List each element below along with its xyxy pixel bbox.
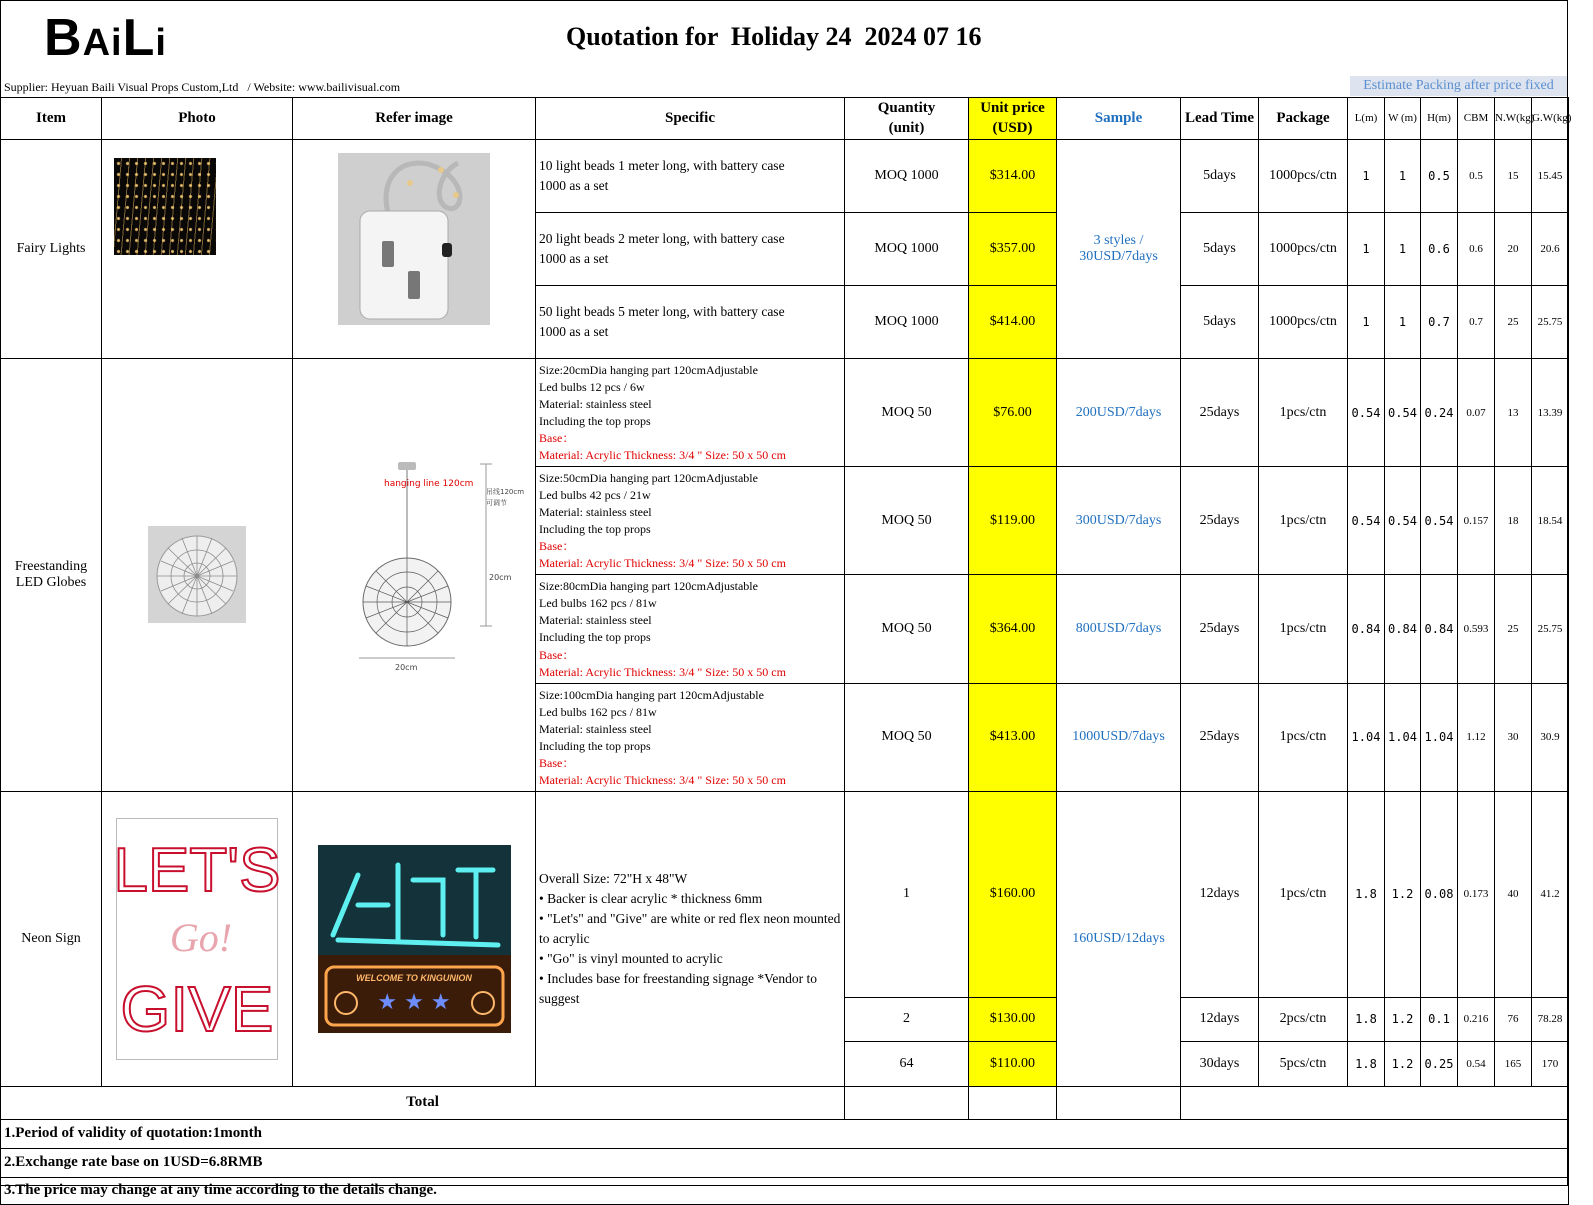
cbm-cell: 0.157	[1458, 467, 1495, 575]
net-weight-cell: 20	[1495, 213, 1532, 286]
unit-price-cell: $76.00	[969, 359, 1057, 467]
lead-time-cell: 25days	[1181, 683, 1259, 791]
col-length: L(m)	[1348, 98, 1385, 140]
refer-cell	[293, 791, 536, 1086]
package-cell: 1000pcs/ctn	[1259, 213, 1348, 286]
note-row	[1, 1148, 1569, 1177]
note-row	[1, 1119, 1569, 1148]
neon-reference-illustration	[318, 845, 511, 1033]
col-quantity: Quantity (unit)	[845, 98, 969, 140]
total-rest-cell	[1181, 1086, 1569, 1119]
length-cell: 1.8	[1348, 1041, 1385, 1086]
length-cell: 1	[1348, 213, 1385, 286]
col-cbm: CBM	[1458, 98, 1495, 140]
cbm-cell: 0.216	[1458, 997, 1495, 1041]
give-text: GIVE	[120, 972, 274, 1045]
package-cell: 2pcs/ctn	[1259, 997, 1348, 1041]
height-cell: 0.24	[1421, 359, 1458, 467]
lets-text: LET'S	[113, 835, 281, 905]
go-text: Go!	[169, 914, 233, 960]
length-cell: 1	[1348, 140, 1385, 213]
gross-weight-cell: 18.54	[1532, 467, 1569, 575]
quantity-cell: MOQ 50	[845, 575, 969, 683]
height-cell: 0.7	[1421, 286, 1458, 359]
length-cell: 1.8	[1348, 997, 1385, 1041]
lead-time-cell: 12days	[1181, 791, 1259, 997]
unit-price-cell: $364.00	[969, 575, 1057, 683]
width-cell: 0.54	[1385, 467, 1421, 575]
gross-weight-cell: 20.6	[1532, 213, 1569, 286]
width-cell: 1	[1385, 140, 1421, 213]
page-title: Quotation for Holiday 24 2024 07 16	[566, 22, 982, 51]
unit-price-cell: $357.00	[969, 213, 1057, 286]
hanging-line-label: hanging line 120cm	[384, 479, 474, 490]
net-weight-cell: 25	[1495, 286, 1532, 359]
col-net-weight: N.W(kg)	[1495, 98, 1532, 140]
item-led-globes: Freestanding LED Globes	[1, 359, 102, 792]
height-cell: 0.08	[1421, 791, 1458, 997]
package-cell: 1000pcs/ctn	[1259, 140, 1348, 213]
height-cell: 0.84	[1421, 575, 1458, 683]
package-cell: 1pcs/ctn	[1259, 791, 1348, 997]
col-package: Package	[1259, 98, 1348, 140]
globe-dimension-diagram	[314, 462, 525, 682]
width-label: 20cm	[395, 663, 418, 673]
note-exchange-rate: 2.Exchange rate base on 1USD=6.8RMB	[1, 1148, 1569, 1177]
total-sample-cell	[1057, 1086, 1181, 1119]
spec-cell: Size:20cmDia hanging part 120cmAdjustable Led bulbs 12 pcs / 6w Material: stainless steel Including the top props Base： Material: Acrylic Thickness: 3/4 " Size: 50 x 50 cm	[536, 359, 845, 467]
spec-cell: 10 light beads 1 meter long, with battery case 1000 as a set	[536, 140, 845, 213]
height-cell: 0.25	[1421, 1041, 1458, 1086]
cbm-cell: 0.7	[1458, 286, 1495, 359]
neon-sign-photo	[113, 818, 281, 1060]
sample-cell: 800USD/7days	[1057, 575, 1181, 683]
height-label: 20cm	[489, 573, 512, 583]
unit-price-cell: $160.00	[969, 791, 1057, 997]
lets-go-give-artwork	[113, 819, 281, 1059]
unit-price-cell: $119.00	[969, 467, 1057, 575]
estimate-note: Estimate Packing after price fixed	[1350, 76, 1567, 96]
height-cell: 0.54	[1421, 467, 1458, 575]
gross-weight-cell: 15.45	[1532, 140, 1569, 213]
net-weight-cell: 30	[1495, 683, 1532, 791]
item-fairy-lights: Fairy Lights	[1, 140, 102, 359]
unit-price-cell: $314.00	[969, 140, 1057, 213]
lead-time-cell: 5days	[1181, 286, 1259, 359]
gross-weight-cell: 13.39	[1532, 359, 1569, 467]
lead-time-cell: 5days	[1181, 140, 1259, 213]
spec-cell: Size:50cmDia hanging part 120cmAdjustable Led bulbs 42 pcs / 21w Material: stainless steel Including the top props Base： Material: Acrylic Thickness: 3/4 " Size: 50 x 50 cm	[536, 467, 845, 575]
total-label: Total	[1, 1086, 845, 1119]
gross-weight-cell: 41.2	[1532, 791, 1569, 997]
width-cell: 0.84	[1385, 575, 1421, 683]
height-cell: 0.1	[1421, 997, 1458, 1041]
sample-cell: 300USD/7days	[1057, 467, 1181, 575]
total-row	[1, 1086, 1569, 1119]
globe-illustration	[148, 526, 246, 623]
width-cell: 1	[1385, 286, 1421, 359]
col-lead-time: Lead Time	[1181, 98, 1259, 140]
lead-time-cell: 25days	[1181, 359, 1259, 467]
length-cell: 1.04	[1348, 683, 1385, 791]
package-cell: 1pcs/ctn	[1259, 683, 1348, 791]
col-height: H(m)	[1421, 98, 1458, 140]
cbm-cell: 1.12	[1458, 683, 1495, 791]
neon-reference-image	[318, 845, 511, 1033]
col-photo: Photo	[102, 98, 293, 140]
gross-weight-cell: 25.75	[1532, 286, 1569, 359]
note-price-change: 3.The price may change at any time according to the details change.	[1, 1177, 1569, 1204]
cbm-cell: 0.6	[1458, 213, 1495, 286]
length-cell: 0.84	[1348, 575, 1385, 683]
lead-time-cell: 5days	[1181, 213, 1259, 286]
width-cell: 1	[1385, 213, 1421, 286]
height-cell: 0.5	[1421, 140, 1458, 213]
baili-logo: BAiLi	[44, 9, 167, 67]
quantity-cell: 1	[845, 791, 969, 997]
note-validity: 1.Period of validity of quotation:1month	[1, 1119, 1569, 1148]
cn-label-2: 可调节	[486, 499, 507, 508]
gross-weight-cell: 170	[1532, 1041, 1569, 1086]
height-cell: 0.6	[1421, 213, 1458, 286]
cn-label-1: 吊线120cm	[486, 488, 525, 497]
col-item: Item	[1, 98, 102, 140]
header-row	[1, 98, 1569, 140]
sample-cell: 160USD/12days	[1057, 791, 1181, 1086]
total-quantity-cell	[845, 1086, 969, 1119]
net-weight-cell: 40	[1495, 791, 1532, 997]
lead-time-cell: 12days	[1181, 997, 1259, 1041]
battery-case-image	[338, 153, 490, 325]
quantity-cell: MOQ 50	[845, 359, 969, 467]
welcome-text: WELCOME TO KINGUNION	[355, 972, 472, 983]
width-cell: 1.2	[1385, 1041, 1421, 1086]
quotation-table	[0, 97, 1572, 1205]
unit-price-cell: $130.00	[969, 997, 1057, 1041]
width-cell: 0.54	[1385, 359, 1421, 467]
cbm-cell: 0.5	[1458, 140, 1495, 213]
net-weight-cell: 165	[1495, 1041, 1532, 1086]
quantity-cell: MOQ 1000	[845, 140, 969, 213]
note-row	[1, 1177, 1569, 1204]
cbm-cell: 0.173	[1458, 791, 1495, 997]
quantity-cell: 64	[845, 1041, 969, 1086]
lead-time-cell: 30days	[1181, 1041, 1259, 1086]
package-cell: 1pcs/ctn	[1259, 575, 1348, 683]
gross-weight-cell: 30.9	[1532, 683, 1569, 791]
spec-cell: 50 light beads 5 meter long, with battery case 1000 as a set	[536, 286, 845, 359]
photo-cell	[102, 791, 293, 1086]
package-cell: 1pcs/ctn	[1259, 359, 1348, 467]
col-gross-weight: G.W(kg)	[1532, 98, 1569, 140]
height-cell: 1.04	[1421, 683, 1458, 791]
spec-cell: Size:100cmDia hanging part 120cmAdjustable Led bulbs 162 pcs / 81w Material: stainless steel Including the top props Base： Material: Acrylic Thickness: 3/4 " Size: 50 x 50 cm	[536, 683, 845, 791]
package-cell: 1000pcs/ctn	[1259, 286, 1348, 359]
quantity-cell: MOQ 50	[845, 683, 969, 791]
table-row	[1, 359, 1569, 467]
gross-weight-cell: 25.75	[1532, 575, 1569, 683]
spec-cell: Overall Size: 72"H x 48"W • Backer is clear acrylic * thickness 6mm • "Let's" and "Give" are white or red flex neon mounted to acrylic • "Go" is vinyl mounted to acrylic • Includes base for freestanding signage *Vendor to suggest	[536, 791, 845, 1086]
package-cell: 1pcs/ctn	[1259, 467, 1348, 575]
length-cell: 1.8	[1348, 791, 1385, 997]
unit-price-cell: $413.00	[969, 683, 1057, 791]
refer-cell	[293, 140, 536, 359]
total-price-cell	[969, 1086, 1057, 1119]
package-cell: 5pcs/ctn	[1259, 1041, 1348, 1086]
photo-cell	[102, 140, 293, 359]
net-weight-cell: 25	[1495, 575, 1532, 683]
quantity-cell: 2	[845, 997, 969, 1041]
table-row	[1, 791, 1569, 997]
spec-cell: 20 light beads 2 meter long, with battery case 1000 as a set	[536, 213, 845, 286]
supplier-info: Supplier: Heyuan Baili Visual Props Custom,Ltd / Website: www.bailivisual.com	[4, 80, 401, 94]
unit-price-cell: $110.00	[969, 1041, 1057, 1086]
item-neon-sign: Neon Sign	[1, 791, 102, 1086]
net-weight-cell: 15	[1495, 140, 1532, 213]
length-cell: 1	[1348, 286, 1385, 359]
gross-weight-cell: 78.28	[1532, 997, 1569, 1041]
net-weight-cell: 76	[1495, 997, 1532, 1041]
spec-cell: Size:80cmDia hanging part 120cmAdjustable Led bulbs 162 pcs / 81w Material: stainless steel Including the top props Base： Material: Acrylic Thickness: 3/4 " Size: 50 x 50 cm	[536, 575, 845, 683]
photo-cell	[102, 359, 293, 792]
length-cell: 0.54	[1348, 467, 1385, 575]
sample-cell: 3 styles / 30USD/7days	[1057, 140, 1181, 359]
lead-time-cell: 25days	[1181, 467, 1259, 575]
col-specific: Specific	[536, 98, 845, 140]
net-weight-cell: 13	[1495, 359, 1532, 467]
quantity-cell: MOQ 1000	[845, 286, 969, 359]
lead-time-cell: 25days	[1181, 575, 1259, 683]
width-cell: 1.04	[1385, 683, 1421, 791]
cbm-cell: 0.593	[1458, 575, 1495, 683]
cbm-cell: 0.07	[1458, 359, 1495, 467]
quantity-cell: MOQ 50	[845, 467, 969, 575]
battery-case-illustration	[338, 153, 490, 325]
col-refer: Refer image	[293, 98, 536, 140]
col-width: W (m)	[1385, 98, 1421, 140]
net-weight-cell: 18	[1495, 467, 1532, 575]
unit-price-cell: $414.00	[969, 286, 1057, 359]
length-cell: 0.54	[1348, 359, 1385, 467]
width-cell: 1.2	[1385, 791, 1421, 997]
quantity-cell: MOQ 1000	[845, 213, 969, 286]
width-cell: 1.2	[1385, 997, 1421, 1041]
cbm-cell: 0.54	[1458, 1041, 1495, 1086]
col-unit-price: Unit price (USD)	[969, 98, 1057, 140]
table-row	[1, 140, 1569, 213]
sample-cell: 200USD/7days	[1057, 359, 1181, 467]
sample-cell: 1000USD/7days	[1057, 683, 1181, 791]
fairy-lights-photo	[114, 158, 216, 255]
refer-cell	[293, 359, 536, 792]
led-globe-photo	[148, 526, 246, 623]
col-sample: Sample	[1057, 98, 1181, 140]
stars-text: ★ ★ ★	[376, 989, 451, 1015]
